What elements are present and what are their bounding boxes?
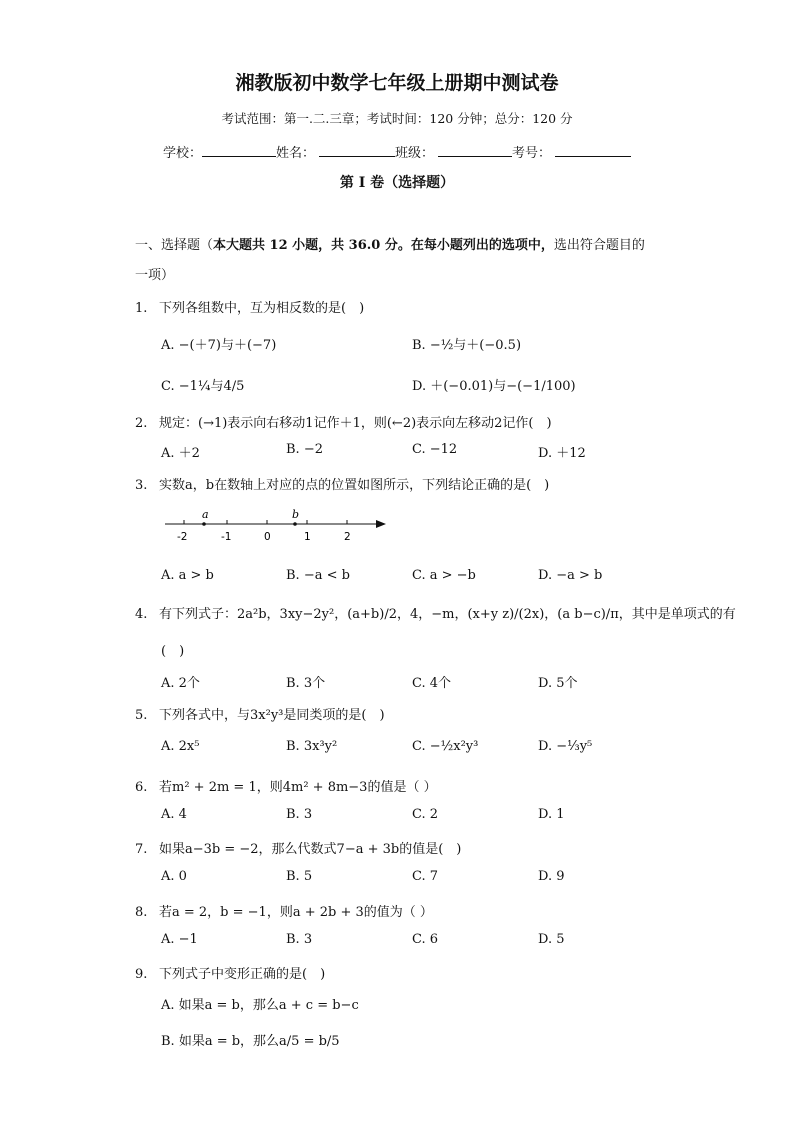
question-number: 1. bbox=[135, 301, 148, 316]
q9-option-b: B. 如果a = b，那么a/5 = b/5 bbox=[161, 1034, 340, 1049]
q6-option-d: D. 1 bbox=[538, 807, 565, 822]
q8-option-a: A. −1 bbox=[161, 932, 198, 947]
class-blank bbox=[438, 144, 512, 157]
question-number: 7. bbox=[135, 842, 148, 857]
q5-option-d: D. −⅓y⁵ bbox=[538, 739, 593, 754]
q7-option-a: A. 0 bbox=[161, 869, 187, 884]
question-stem: 若a = 2，b = −1，则a + 2b + 3的值为（ ） bbox=[159, 905, 433, 920]
question-stem: 规定：(→1)表示向右移动1记作＋1，则(←2)表示向左移动2记作( ) bbox=[159, 416, 552, 431]
question-7 bbox=[135, 838, 461, 857]
q5-option-c: C. −½x²y³ bbox=[412, 739, 479, 754]
question-stem: 下列各组数中，互为相反数的是( ) bbox=[159, 301, 365, 316]
exam-info: 考试范围：第一.二.三章；考试时间：120 分钟；总分：120 分 bbox=[221, 111, 573, 126]
question-number: 6. bbox=[135, 780, 148, 795]
point-a bbox=[202, 522, 206, 526]
question-1 bbox=[135, 297, 364, 316]
question-8 bbox=[135, 901, 433, 920]
id-label: 考号： bbox=[512, 146, 552, 161]
label-b: b bbox=[292, 508, 300, 521]
q6-option-a: A. 4 bbox=[161, 807, 187, 822]
question-number: 3. bbox=[135, 478, 148, 493]
question-stem: 如果a−3b = −2，那么代数式7−a + 3b的值是( ) bbox=[159, 842, 462, 857]
section-lead: 一、选择题（ bbox=[135, 238, 214, 253]
q3-option-a: A. a > b bbox=[161, 568, 214, 583]
question-2 bbox=[135, 412, 552, 431]
class-label: 班级： bbox=[395, 146, 435, 161]
q3-option-b: B. −a < b bbox=[286, 568, 350, 583]
question-number: 5. bbox=[135, 708, 148, 723]
q2-option-b: B. −2 bbox=[286, 442, 323, 457]
q2-option-d: D. ＋12 bbox=[538, 446, 586, 461]
section-heading bbox=[135, 234, 645, 253]
q6-option-b: B. 3 bbox=[286, 807, 313, 822]
id-blank bbox=[555, 144, 631, 157]
label-a: a bbox=[202, 508, 209, 521]
student-fields bbox=[163, 142, 631, 161]
q4-option-a: A. 2个 bbox=[161, 676, 200, 691]
page-title: 湘教版初中数学七年级上册期中测试卷 bbox=[235, 72, 559, 94]
volume-title: 第 I 卷（选择题） bbox=[339, 175, 455, 191]
q1-option-b: B. −½与＋(−0.5) bbox=[412, 338, 522, 353]
q8-option-c: C. 6 bbox=[412, 932, 439, 947]
q2-option-a: A. ＋2 bbox=[161, 446, 200, 461]
q1-option-a: A. −(＋7)与＋(−7) bbox=[161, 338, 277, 353]
tick-label: -2 bbox=[177, 531, 188, 543]
q8-option-d: D. 5 bbox=[538, 932, 565, 947]
q3-option-c: C. a > −b bbox=[412, 568, 476, 583]
question-3 bbox=[135, 474, 549, 493]
name-label: 姓名： bbox=[276, 146, 316, 161]
question-stem: 有下列式子：2a²b，3xy−2y²，(a+b)/2，4，−m，(x+y z)/(2x)，(a b−c)/π，其中是单项式的有 bbox=[159, 607, 736, 622]
q5-option-b: B. 3x³y² bbox=[286, 739, 338, 754]
q8-option-b: B. 3 bbox=[286, 932, 313, 947]
q7-option-b: B. 5 bbox=[286, 869, 313, 884]
q4-option-b: B. 3个 bbox=[286, 676, 326, 691]
tick-label: -1 bbox=[221, 531, 232, 543]
question-6 bbox=[135, 776, 437, 795]
question-4-line2: ( ) bbox=[161, 644, 185, 659]
question-stem: 下列各式中，与3x²y³是同类项的是( ) bbox=[159, 708, 385, 723]
tick-label: 1 bbox=[304, 531, 311, 543]
q1-option-c: C. −1¼与4/5 bbox=[161, 379, 245, 394]
question-stem: 实数a，b在数轴上对应的点的位置如图所示，下列结论正确的是( ) bbox=[159, 478, 550, 493]
section-bold: 本大题共 12 小题，共 36.0 分。在每小题列出的选项中， bbox=[213, 238, 554, 253]
q4-option-d: D. 5个 bbox=[538, 676, 578, 691]
tick-label: 0 bbox=[264, 531, 271, 543]
question-4 bbox=[135, 603, 736, 622]
q3-option-d: D. −a > b bbox=[538, 568, 603, 583]
q1-option-d: D. ＋(−0.01)与−(−1/100) bbox=[412, 379, 576, 394]
question-number: 8. bbox=[135, 905, 148, 920]
q2-option-c: C. −12 bbox=[412, 442, 458, 457]
question-number: 4. bbox=[135, 607, 148, 622]
name-blank bbox=[319, 144, 395, 157]
question-stem: 下列式子中变形正确的是( ) bbox=[159, 967, 326, 982]
question-5 bbox=[135, 704, 385, 723]
section-heading-line2: 一项） bbox=[135, 268, 175, 283]
number-line bbox=[160, 505, 395, 545]
arrow-icon bbox=[376, 520, 386, 528]
q4-option-c: C. 4个 bbox=[412, 676, 452, 691]
school-label: 学校： bbox=[163, 146, 203, 161]
school-blank bbox=[202, 144, 276, 157]
section-rest: 选出符合题目的 bbox=[553, 238, 645, 253]
q6-option-c: C. 2 bbox=[412, 807, 439, 822]
question-stem: 若m² + 2m = 1，则4m² + 8m−3的值是（ ） bbox=[159, 780, 437, 795]
point-b bbox=[293, 522, 297, 526]
q9-option-a: A. 如果a = b，那么a + c = b−c bbox=[161, 998, 359, 1013]
question-number: 9. bbox=[135, 967, 148, 982]
question-9 bbox=[135, 963, 325, 982]
question-number: 2. bbox=[135, 416, 148, 431]
q7-option-d: D. 9 bbox=[538, 869, 565, 884]
q7-option-c: C. 7 bbox=[412, 869, 439, 884]
q5-option-a: A. 2x⁵ bbox=[161, 739, 200, 754]
tick-label: 2 bbox=[344, 531, 351, 543]
